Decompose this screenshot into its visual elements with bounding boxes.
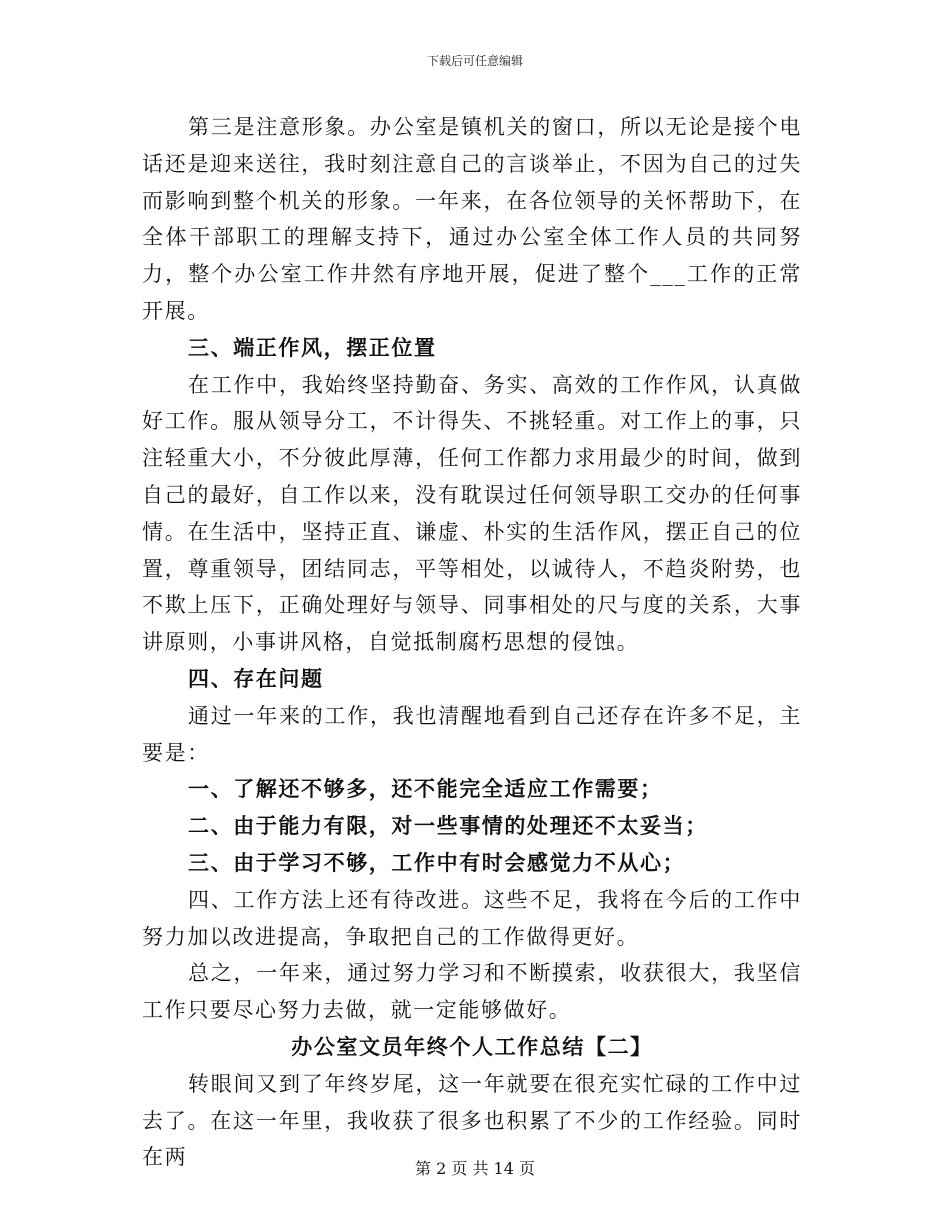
- heading-section-3: 三、端正作风，摆正位置: [188, 334, 437, 360]
- paragraph-improvement: 四、工作方法上还有待改进。这些不足，我将在今后的工作中努力加以改进提高，争取把自己的工作做得更好。: [142, 887, 802, 949]
- paragraph-year-end: 转眼间又到了年终岁尾，这一年就要在很充实忙碌的工作中过去了。在这一年里，我收获了很多也积累了不少的工作经验。同时在两: [142, 1071, 802, 1170]
- shortcoming-item-3: 三、由于学习不够，工作中有时会感觉力不从心；: [188, 849, 686, 875]
- shortcoming-item-1: 一、了解还不够多，还不能完全适应工作需要；: [188, 776, 663, 802]
- paragraph-conclusion: 总之，一年来，通过努力学习和不断摸索，收获很大，我坚信工作只要尽心努力去做，就一定能够做好。: [142, 961, 802, 1023]
- document-body: [142, 109, 802, 1176]
- paragraph-image-attention: 第三是注意形象。办公室是镇机关的窗口，所以无论是接个电话还是迎来送往，我时刻注意自己的言谈举止，不因为自己的过失而影响到整个机关的形象。一年来，在各位领导的关怀帮助下，在全体干部职工的理解支持下，通过办公室全体工作人员的共同努力，整个办公室工作井然有序地开展，促进了整个___工作的正常开展。: [142, 115, 802, 323]
- page-footer: 第 2 页 共 14 页: [415, 1159, 535, 1178]
- paragraph-work-style: 在工作中，我始终坚持勤奋、务实、高效的工作作风，认真做好工作。服从领导分工，不计得失、不挑轻重。对工作上的事，只注轻重大小，不分彼此厚薄，任何工作都力求用最少的时间，做到自己的最好，自工作以来，没有耽误过任何领导职工交办的任何事情。在生活中，坚持正直、谦虚、朴实的生活作风，摆正自己的位置，尊重领导，团结同志，平等相处，以诚待人，不趋炎附势，也不欺上压下，正确处理好与领导、同事相处的尺与度的关系，大事讲原则，小事讲风格，自觉抵制腐朽思想的侵蚀。: [142, 372, 802, 655]
- section-title-two: 办公室文员年终个人工作总结【二】: [291, 1033, 653, 1059]
- heading-section-4: 四、存在问题: [188, 665, 324, 691]
- shortcoming-item-2: 二、由于能力有限，对一些事情的处理还不太妥当；: [188, 813, 708, 839]
- page-header: 下载后可任意编辑: [426, 54, 523, 68]
- paragraph-shortcomings-intro: 通过一年来的工作，我也清醒地看到自己还存在许多不足，主要是：: [142, 703, 802, 765]
